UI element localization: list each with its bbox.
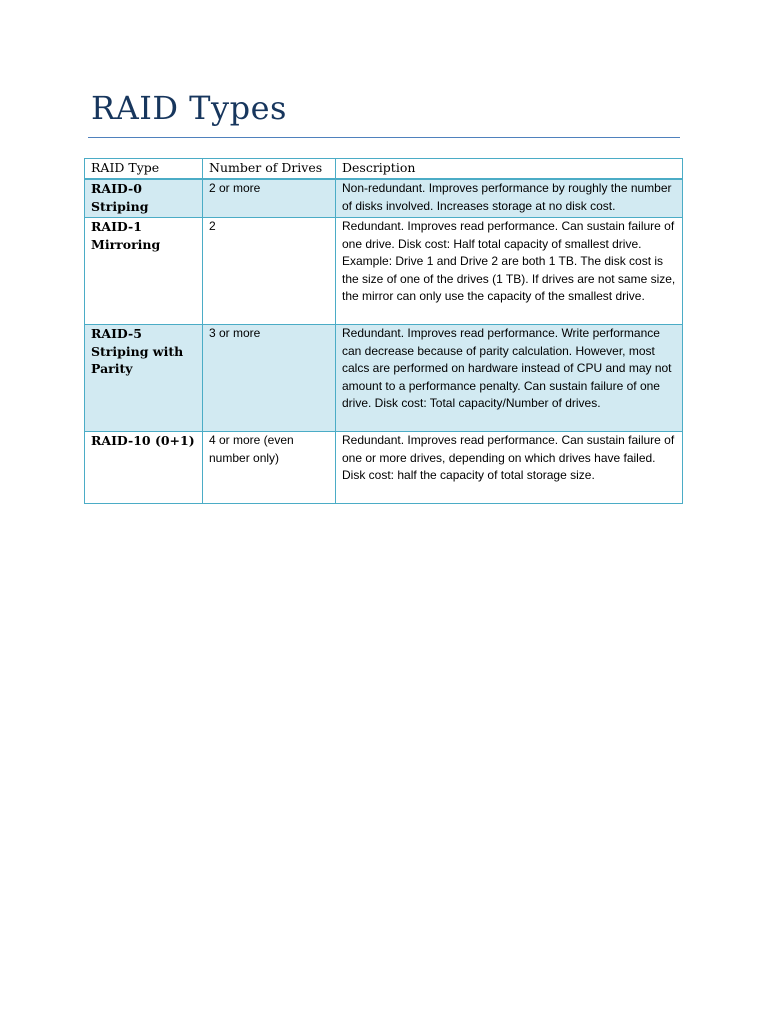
header-raid-type: RAID Type <box>85 159 203 180</box>
raid-type-cell <box>85 432 203 504</box>
title-divider <box>88 137 680 138</box>
header-description: Description <box>336 159 683 180</box>
table-row <box>85 179 683 218</box>
table-row <box>85 432 683 504</box>
raid-type-cell <box>85 218 203 325</box>
description-cell: Non-redundant. Improves performance by roughly the number of disks involved. Increases storage at no disk cost. <box>336 179 683 218</box>
header-number-of-drives: Number of Drives <box>203 159 336 180</box>
drives-cell: 3 or more <box>203 325 336 432</box>
raid-type-name: RAID-1 <box>91 219 142 234</box>
description-cell: Redundant. Improves read performance. Write performance can decrease because of parity calculation. However, most calcs are performed on hardware instead of CPU and may not amount to a performance penalty. Can sustain failure of one drive. Disk cost: Total capacity/Number of drives. <box>336 325 683 432</box>
raid-type-subtitle-2: Parity <box>91 361 133 377</box>
table-header-row <box>85 159 683 180</box>
table-row <box>85 218 683 325</box>
raid-type-name: RAID-5 <box>91 326 142 341</box>
description-cell: Redundant. Improves read performance. Can sustain failure of one or more drives, depending on which drives have failed. Disk cost: half the capacity of total storage size. <box>336 432 683 504</box>
page-title: RAID Types <box>91 89 287 127</box>
raid-type-subtitle: Striping with <box>91 343 184 359</box>
raid-type-name: RAID-0 <box>91 181 142 196</box>
raid-types-table <box>84 158 683 504</box>
description-cell: Redundant. Improves read performance. Can sustain failure of one drive. Disk cost: Half total capacity of smallest drive. Example: Drive 1 and Drive 2 are both 1 TB. The disk cost is the size of one of the drives (1 TB). If drives are not same size, the mirror can only use the capacity of the smallest drive. <box>336 218 683 325</box>
table-row <box>85 325 683 432</box>
drives-cell: 2 or more <box>203 179 336 218</box>
raid-type-cell <box>85 179 203 218</box>
raid-type-subtitle: Mirroring <box>91 236 161 252</box>
drives-cell: 4 or more (even number only) <box>203 432 336 504</box>
raid-type-name: RAID-10 (0+1) <box>91 433 195 448</box>
raid-type-cell <box>85 325 203 432</box>
drives-cell: 2 <box>203 218 336 325</box>
raid-type-subtitle: Striping <box>91 198 149 214</box>
